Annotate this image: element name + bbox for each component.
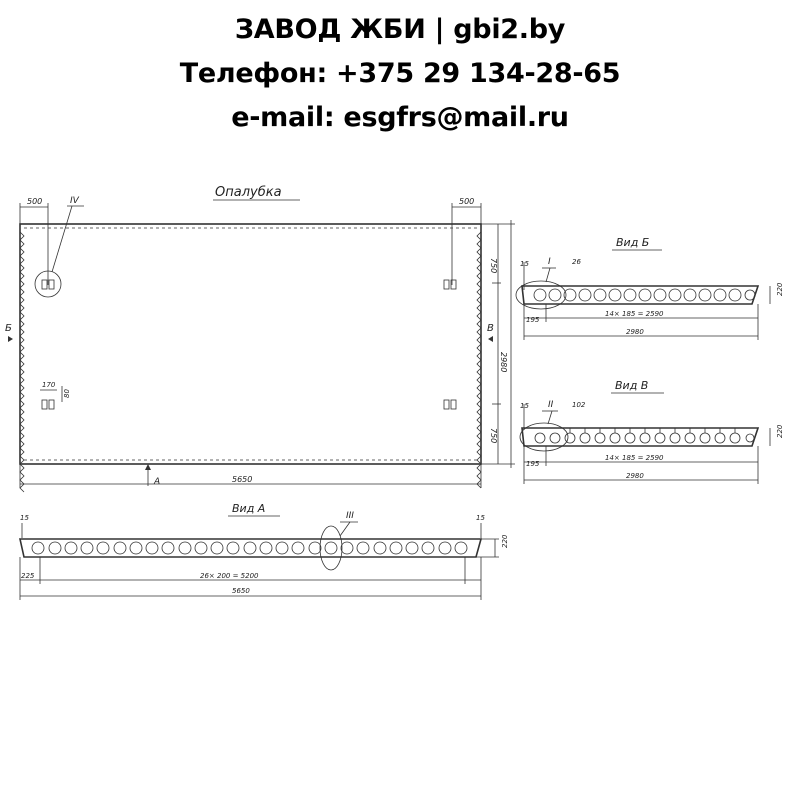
node-iii-ellipse	[320, 526, 342, 570]
view-b	[516, 236, 784, 340]
dim-500-right: 500	[459, 197, 475, 206]
dim-750-bottom: 750	[489, 428, 498, 444]
view-a-dim-5650: 5650	[232, 587, 250, 595]
view-b-slab-section	[522, 286, 758, 304]
view-a-arrowhead	[145, 464, 151, 470]
lifting-loop	[451, 400, 456, 409]
lifting-loop	[49, 400, 54, 409]
view-a-voids	[32, 542, 467, 554]
dim-750-top: 750	[489, 258, 498, 274]
view-b-dim-spacing: 14× 185 = 2590	[605, 310, 664, 318]
section-b-arrow	[8, 336, 13, 342]
view-v-dim-15: 15	[520, 402, 529, 410]
slab-outline	[20, 224, 481, 464]
lifting-loop	[444, 280, 449, 289]
view-a-title: Вид А	[232, 502, 266, 515]
node-iii-leader	[340, 522, 350, 536]
section-v-arrow	[488, 336, 493, 342]
lifting-loop	[42, 280, 47, 289]
dim-5650: 5650	[232, 475, 253, 484]
view-a-dim-220: 220	[501, 534, 509, 548]
header-phone: Телефон: +375 29 134-28-65	[179, 58, 621, 89]
node-iv-leader	[52, 206, 72, 272]
dim-500-left: 500	[27, 197, 43, 206]
view-a-dim-spacing: 26× 200 = 5200	[200, 572, 259, 580]
view-v-node-label: II	[548, 400, 554, 410]
view-b-dim-2980: 2980	[626, 328, 644, 336]
view-v-dim-spacing: 14× 185 = 2590	[605, 454, 664, 462]
header-email: e-mail: esgfrs@mail.ru	[231, 102, 569, 133]
node-i-leader	[546, 268, 550, 282]
dim-80: 80	[63, 389, 71, 398]
formwork-plan	[5, 185, 515, 492]
view-a-marker: А	[154, 477, 161, 487]
lifting-loop	[42, 400, 47, 409]
view-b-dim-26: 26	[572, 258, 581, 266]
view-v-dim-220: 220	[776, 424, 784, 438]
section-v-label: В	[487, 323, 494, 334]
node-iv-label: IV	[70, 196, 79, 206]
view-a-dim-15-left: 15	[20, 514, 29, 522]
view-b-title: Вид Б	[616, 236, 650, 249]
view-v	[520, 379, 784, 484]
view-a	[20, 502, 509, 600]
view-a-dim-15-right: 15	[476, 514, 485, 522]
view-b-dim-195: 195	[526, 316, 540, 324]
dim-2980: 2980	[499, 352, 508, 373]
view-a-node-label: III	[346, 511, 354, 521]
view-a-dim-225: 225	[21, 572, 35, 580]
view-v-title: Вид В	[615, 379, 649, 392]
dim-170: 170	[42, 381, 56, 389]
lifting-loop	[444, 400, 449, 409]
view-v-dim-195: 195	[526, 460, 540, 468]
view-b-dim-15: 15	[520, 260, 529, 268]
header-title: ЗАВОД ЖБИ | gbi2.by	[234, 14, 566, 45]
view-b-dim-220: 220	[776, 282, 784, 296]
view-v-dim-102: 102	[572, 401, 586, 409]
node-ii-leader	[548, 411, 552, 424]
view-b-node-label: I	[548, 257, 551, 267]
section-b-label: Б	[5, 323, 12, 334]
lifting-loop	[49, 280, 54, 289]
view-b-voids	[534, 289, 755, 301]
view-v-dim-2980: 2980	[626, 472, 644, 480]
plan-title: Опалубка	[215, 185, 282, 200]
